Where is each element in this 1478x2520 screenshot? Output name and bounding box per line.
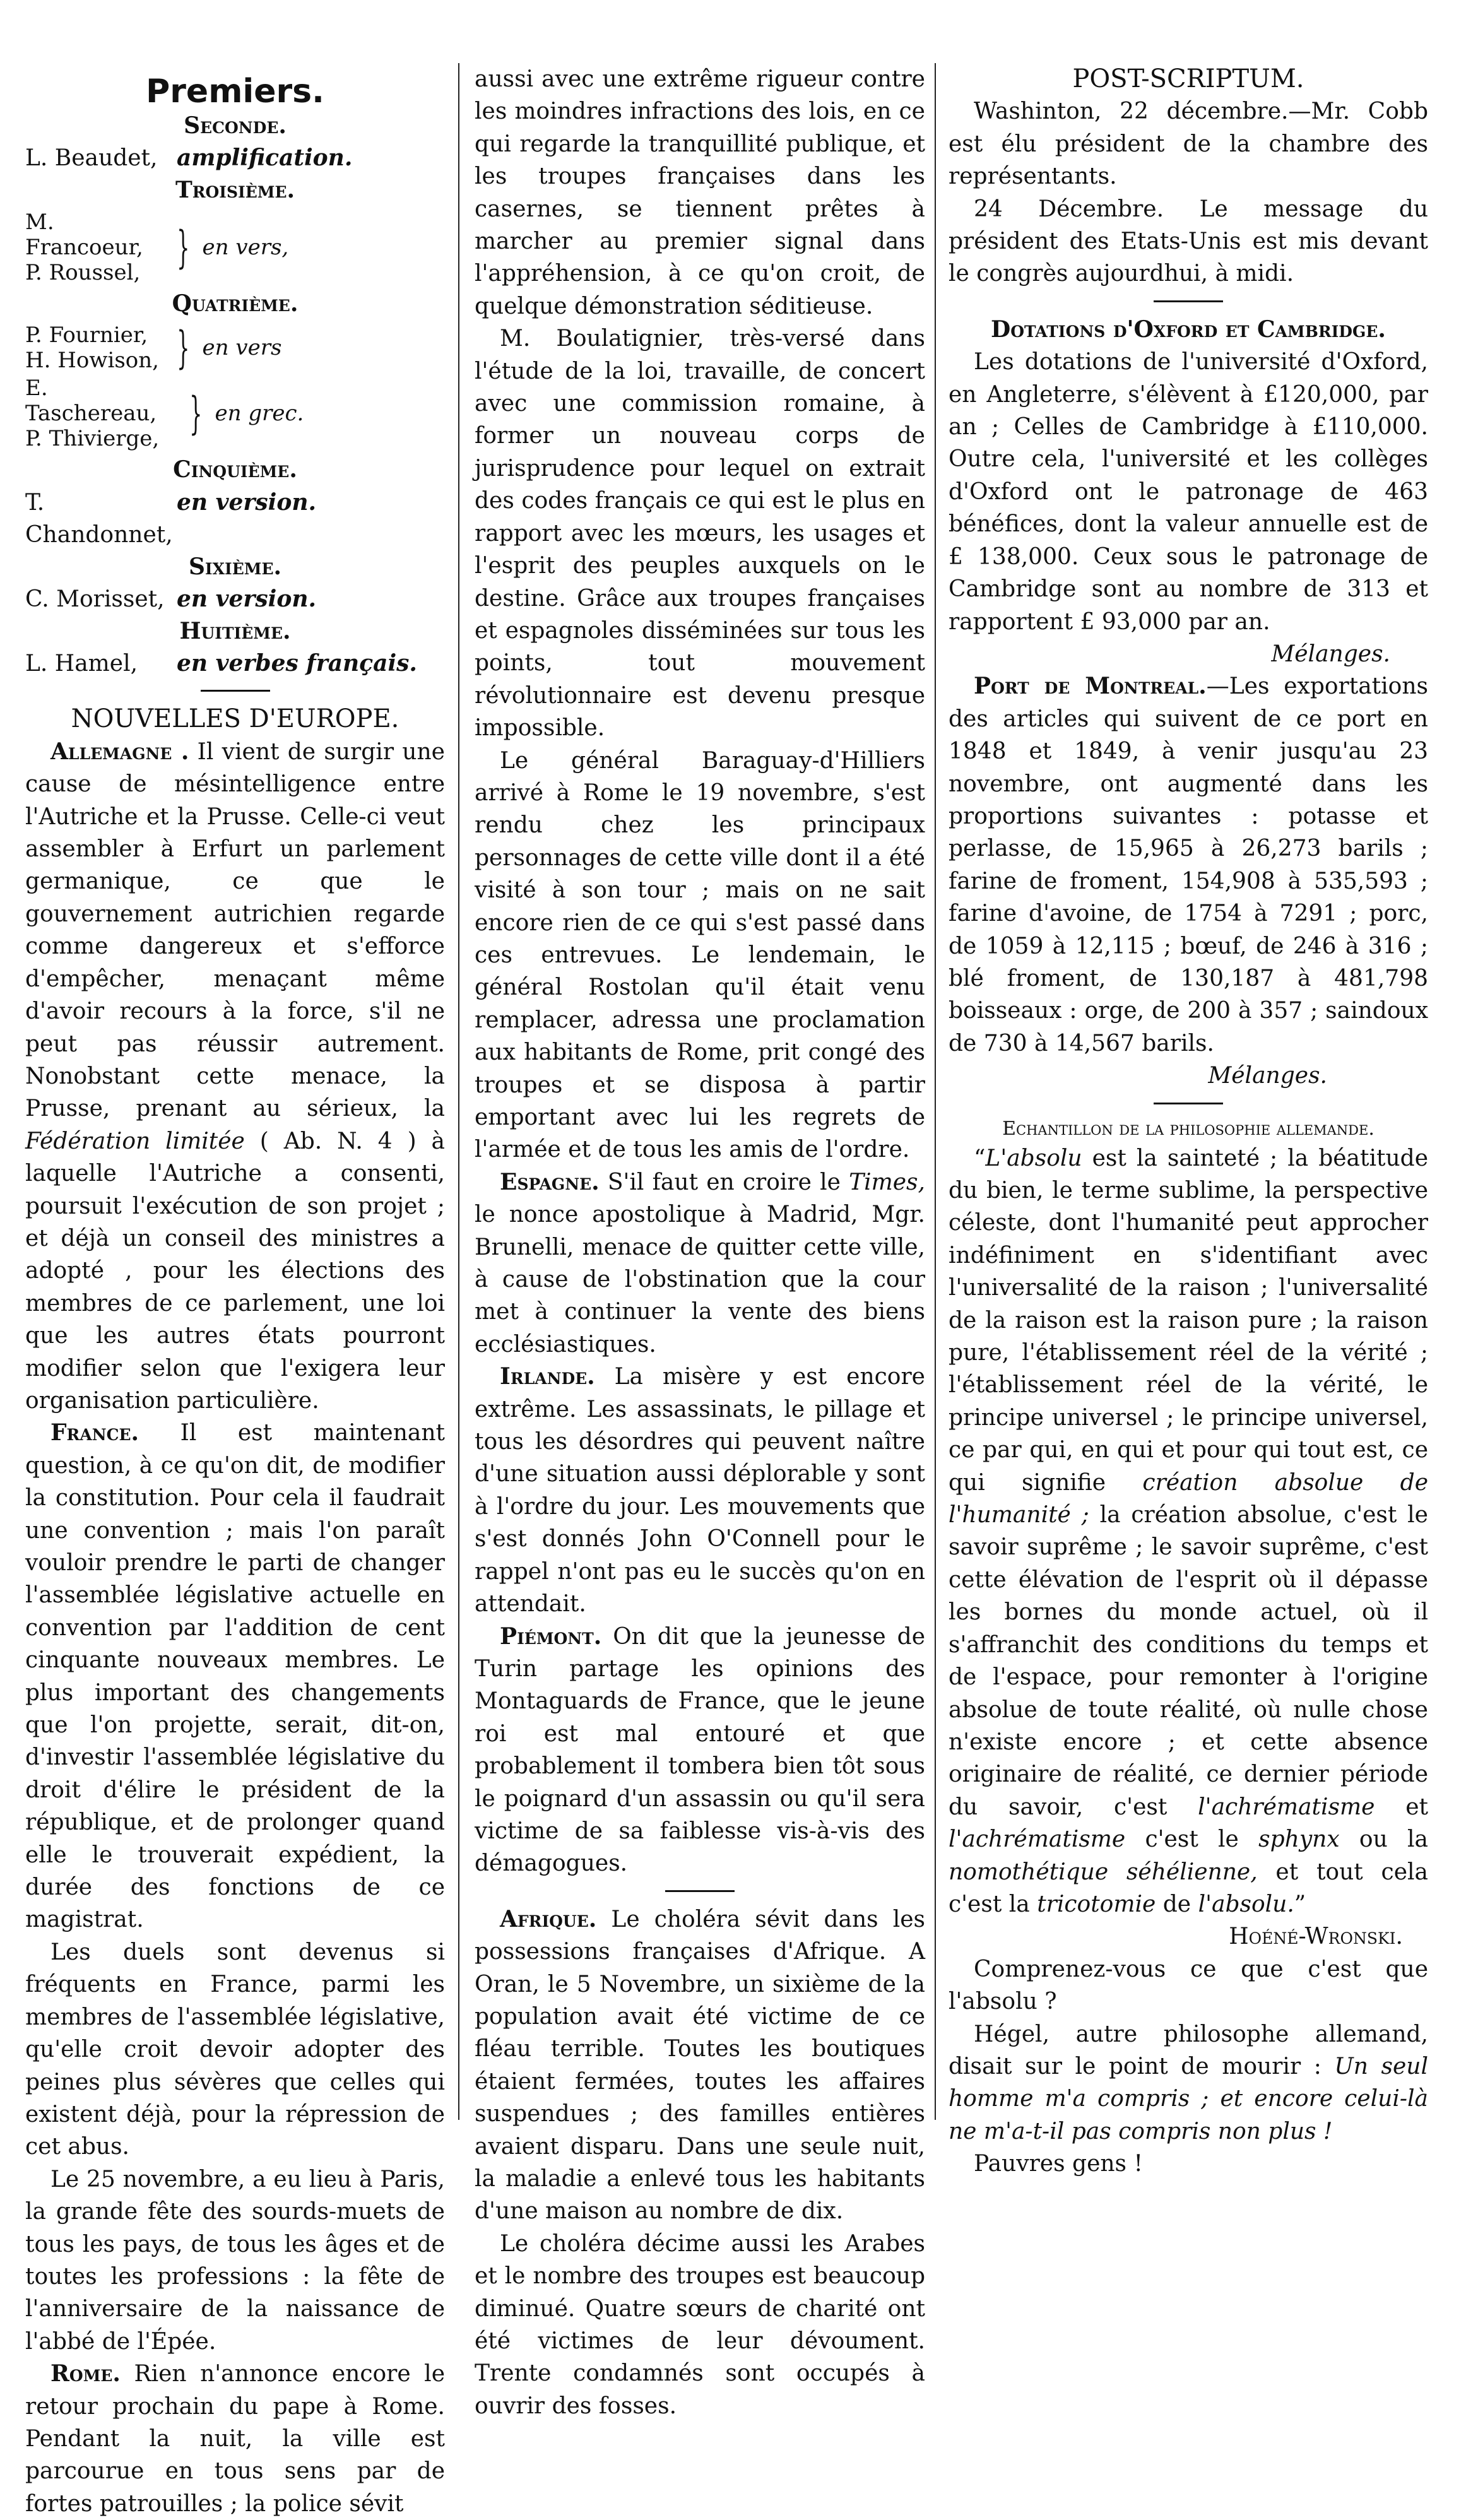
nouvelles-title: NOUVELLES D'EUROPE. [71,704,399,734]
student-name: C. Morisset, [25,586,165,613]
signature: Hoéné-Wronski. [1229,1924,1403,1950]
student-name: H. Howison, [25,348,159,374]
prize-subject: en verbes français. [177,650,417,677]
pauvres-paragraph: Pauvres gens ! [974,2151,1143,2177]
student-name: L. Beaudet, [25,145,158,172]
espagne-italic: Times, [849,1169,925,1195]
column-1 [25,63,445,2517]
afrique-paragraph [475,1903,925,2228]
quote-text: ou la [1359,1826,1428,1853]
section-divider [1154,300,1223,302]
comprenez-paragraph: Comprenez-vous ce que c'est que l'absolu ? [949,1956,1428,2015]
piemont-paragraph [475,1621,925,1880]
allemagne-paragraph [25,736,445,1417]
prize-subject: amplification. [177,145,353,172]
hegel-italic: Un seul homme m'a compris ; et encore celui-là ne m'a-t-il pas compris non plus ! [949,2053,1428,2144]
quatrieme-heading: Quatrième. [172,290,299,317]
quote-text: la création absolue, c'est le savoir suprême ; le savoir suprême, c'est cette élévation de l'esprit où il dépasse les bornes du monde actuel, où il s'affranchit des conditions du temps et de l'espace, pour remonter à l'origine absolue de toute réalité, où nulle chose n'existe encore ; et cette absence originaire de réalité, ce dernier période du savoir, c'est [949,1502,1428,1820]
post-scriptum-title: POST-SCRIPTUM. [1072,64,1304,93]
post-scriptum-paragraph-2: 24 Décembre. Le message du président des Etats-Unis est mis devant le congrès aujourdhui, à midi. [949,196,1428,287]
allemagne-text-2: ( Ab. N. 4 ) à laquelle l'Autriche a consenti, poursuit l'exécution de son projet ; et déjà un conseil des ministres a adopté , pour les élections des membres de ce parlement, une loi que les autres états pourront modifier selon que l'exigera leur organisation particulière. [25,1128,445,1414]
rome-text: Rien n'annonce encore le retour prochain du pape à Rome. Pendant la nuit, la ville est parcourue en tous sens par de fortes patrouilles ; la police sévit [25,2361,445,2517]
section-divider [1154,1103,1223,1104]
espagne-label: Espagne. [500,1168,600,1195]
port-text: —Les exportations des articles qui suivent de ce port en 1848 et 1849, à venir jusqu'au 23 novembre, ont augmenté dans les proportions suivantes : potasse et perlasse, de 15,965 à 26,273 barils ; farine de froment, 154,908 à 535,593 ; farine d'avoine, de 1754 à 7291 ; porc, de 1059 à 12,115 ; bœuf, de 246 à 316 ; blé froment, de 130,187 à 481,798 boisseaux : orge, de 200 à 357 ; saindoux de 730 à 14,567 barils. [949,673,1428,1056]
quote-paragraph [949,1142,1428,1921]
prize-row-seconde [25,142,445,174]
brace-glyph: } [177,322,190,374]
prize-row-quatrieme-b [25,376,445,451]
premiers-title: Premiers. [146,73,324,110]
huitieme-heading: Huitième. [179,618,291,645]
piemont-label: Piémont. [500,1623,602,1650]
brace-glyph: } [189,387,203,440]
quote-text: est la sainteté ; la béatitude du bien, le terme sublime, la perspective céleste, dont l'humanité peut approcher indéfiniment en s'identifiant avec l'universalité de la raison ; l'universalité de la raison est la raison pure ; la raison pure, l'établissement réel de la vérité ; l'établissement réel de la vérité, le principe universel ; le principe universel, ce par qui, en qui et pour qui tout est, ce qui signifie [949,1145,1428,1496]
source-credit: Mélanges. [1271,641,1390,667]
quote-italic: l'achrématisme [1198,1794,1375,1820]
quote-mark: ” [1294,1891,1306,1917]
france-paragraph [25,1417,445,1936]
prize-subject: en vers [202,335,282,361]
prize-row-cinquieme [25,487,445,551]
prize-subject: en version. [177,488,317,516]
sixieme-heading: Sixième. [188,553,282,580]
piemont-text: On dit que la jeunesse de Turin partage les opinions des Montaguards de France, que le jeune roi est mal entouré et que probablement il tombera bien tôt sous le poignard d'un assassin ou qu'il sera victime de sa faiblesse vis-à-vis des démagogues. [475,1623,925,1877]
column-2 [475,63,925,2419]
student-name: P. Thivierge, [25,426,160,452]
student-names [25,210,164,285]
column-rule-2 [935,63,936,2120]
post-scriptum-paragraph-1: Washinton, 22 décembre.—Mr. Cobb est élu président de la chambre des représentants. [949,98,1428,190]
column-rule-1 [458,63,459,2120]
espagne-text-2: le nonce apostolique à Madrid, Mgr. Brunelli, menace de quitter cette ville, à cause de l'obstination que la cour met à continuer la vente des biens ecclésiastiques. [475,1202,925,1358]
quote-text: de [1162,1891,1191,1917]
france-text: Il est maintenant question, à ce qu'on dit, de modifier la constitution. Pour cela il faudrait une convention ; mais l'on paraît vouloir prendre le parti de changer l'assemblée législative actuelle en convention par l'addition de cent cinquante nouveaux membres. Le plus important des changements que l'on projette, serait, dit-on, d'investir l'assemblée législative du droit d'élire le président de la république, et de prolonger quand elle le trouverait expédient, la durée des fonctions de ce magistrat. [25,1420,445,1933]
student-name: L. Hamel, [25,651,138,677]
student-name: E. Taschereau, [25,376,157,427]
quote-italic: L'absolu [985,1145,1082,1171]
troisieme-heading: Troisième. [175,177,295,204]
prize-row-huitieme [25,648,445,680]
section-divider [665,1890,735,1892]
column-3 [949,63,1428,2177]
prize-row-quatrieme-a [25,322,445,373]
quote-text: c'est le [1145,1826,1239,1853]
rome-label: Rome. [50,2360,121,2387]
quote-italic: sphynx [1258,1826,1340,1853]
quote-italic: l'absolu. [1198,1891,1294,1917]
port-label: Port de Montreal. [974,673,1207,700]
quote-italic: tricotomie [1037,1891,1156,1917]
quote-italic: création absolue de l'humanité ; [949,1469,1428,1529]
student-name: P. Roussel, [25,259,141,285]
rome-continued: aussi avec une extrême rigueur contre les moindres infractions des lois, en ce qui regarde la tranquillité publique, et les troupes françaises dans les casernes, se tiennent prêtes à marcher au premier signal dans l'appréhension, à ce qu'on croit, de quelque démonstration séditieuse. [475,66,925,319]
baraguay-paragraph: Le général Baraguay-d'Hilliers arrivé à Rome le 19 novembre, s'est rendu chez les principaux personnages de cette ville dont il a été visité à son tour ; mais on ne sait encore rien de ce qui s'est passé dans ces entrevues. Le lendemain, le général Rostolan qu'il était venu remplacer, adressa une proclamation aux habitants de Rome, prit congé des troupes et se disposa à partir emportant avec lui les regrets de l'armée et de tous les amis de l'ordre. [475,747,925,1163]
student-name: M. Francoeur, [25,209,143,260]
espagne-text: S'il faut en croire le [607,1169,841,1195]
quote-italic: l'achrématisme [949,1826,1126,1853]
irlande-label: Irlande. [500,1363,595,1390]
student-name: T. Chandonnet, [25,489,173,548]
dotations-paragraph: Les dotations de l'université d'Oxford, en Angleterre, s'élèvent à £120,000, par an ; Celles de Cambridge à £110,000. Outre cela, l'université et les collèges d'Oxford ont le patronage de 463 bénéfices, dont la valeur annuelle est de £ 138,000. Ceux sous le patronage de Cambridge sont au nombre de 313 et rapportent £ 93,000 par an. [949,349,1428,635]
seconde-heading: Seconde. [184,112,287,139]
irlande-paragraph [475,1361,925,1620]
dotations-title: Dotations d'Oxford et Cambridge. [991,316,1386,343]
sourds-paragraph: Le 25 novembre, a eu lieu à Paris, la grande fête des sourds-muets de tous les pays, de tous les âges et de toutes les professions : la fête de l'anniversaire de la naissance de l'abbé de l'Épée. [25,2166,445,2355]
quote-italic: nomothétique séhélienne, [949,1859,1258,1885]
quote-text: et [1405,1794,1428,1820]
prize-row-sixieme [25,583,445,615]
hegel-paragraph [949,2018,1428,2148]
source-credit: Mélanges. [1208,1063,1327,1089]
student-names [25,376,177,451]
student-names [25,322,164,373]
port-paragraph [949,670,1428,1060]
allemagne-italic: Fédération limitée [25,1128,245,1154]
allemagne-label: Allemagne . [50,738,189,765]
prize-row-troisieme [25,210,445,285]
afrique-label: Afrique. [500,1905,597,1932]
espagne-paragraph [475,1166,925,1361]
quote-mark: “ [974,1145,986,1171]
duels-paragraph: Les duels sont devenus si fréquents en France, parmi les membres de l'assemblée législative, qu'elle croit devoir adopter des peines plus sévères que celles qui existent déjà, pour la répression de cet abus. [25,1939,445,2160]
france-label: France. [50,1419,139,1446]
hegel-text: Hégel, autre philosophe allemand, disait sur le point de mourir : [949,2021,1428,2079]
brace-glyph: } [177,221,190,273]
rome-paragraph [25,2358,445,2520]
section-divider [201,690,270,692]
echantillon-title: Echantillon de la philosophie allemande. [1002,1117,1375,1140]
afrique-text: Le choléra sévit dans les possessions françaises d'Afrique. A Oran, le 5 Novembre, un sixième de la population avait été victime de ce fléau terrible. Toutes les boutiques étaient fermées, toutes les affaires suspendues ; des familles entières avaient disparu. Dans une seule nuit, la maladie a enlevé tous les habitants d'une maison au nombre de dix. [475,1906,925,2225]
prize-subject: en version. [177,586,317,613]
prize-subject: en grec. [215,401,304,427]
prize-subject: en vers, [202,234,289,260]
irlande-text: La misère y est encore extrême. Les assassinats, le pillage et tous les désordres qui peuvent naître d'une situation aussi déplorable y sont à l'ordre du jour. Les mouvements que s'est donnés John O'Connell pour le rappel n'ont pas eu le succès qu'on en attendait. [475,1364,925,1618]
cinquieme-heading: Cinquième. [173,456,297,483]
cholera-paragraph: Le choléra décime aussi les Arabes et le nombre des troupes est beaucoup diminué. Quatre sœurs de charité ont été victimes de leur dévoument. Trente condamnés sont occupés à ouvrir des fosses. [475,2230,925,2419]
boulatignier-paragraph: M. Boulatignier, très-versé dans l'étude de la loi, travaille, de concert avec une commission romaine, à former un nouveau corps de jurisprudence pour lequel on extrait des codes français ce qui est le plus en rapport avec les mœurs, les usages et l'esprit des peuples auxquels on le destine. Grâce aux troupes françaises et espagnoles disséminées sur tous les points, tout mouvement révolutionnaire est devenu presque impossible. [475,326,925,742]
quote-text: et tout cela c'est la [949,1859,1428,1917]
student-name: P. Fournier, [25,322,148,348]
allemagne-text: Il vient de surgir une cause de mésintelligence entre l'Autriche et la Prusse. Celle-ci veut assembler à Erfurt un parlement germanique, ce que le gouvernement autrichien regarde comme dangereux et s'efforce d'empêcher, menaçant même d'avoir recours à la force, s'il ne peut pas réussir autrement. Nonobstant cette menace, la Prusse, prenant au sérieux, la [25,738,445,1122]
